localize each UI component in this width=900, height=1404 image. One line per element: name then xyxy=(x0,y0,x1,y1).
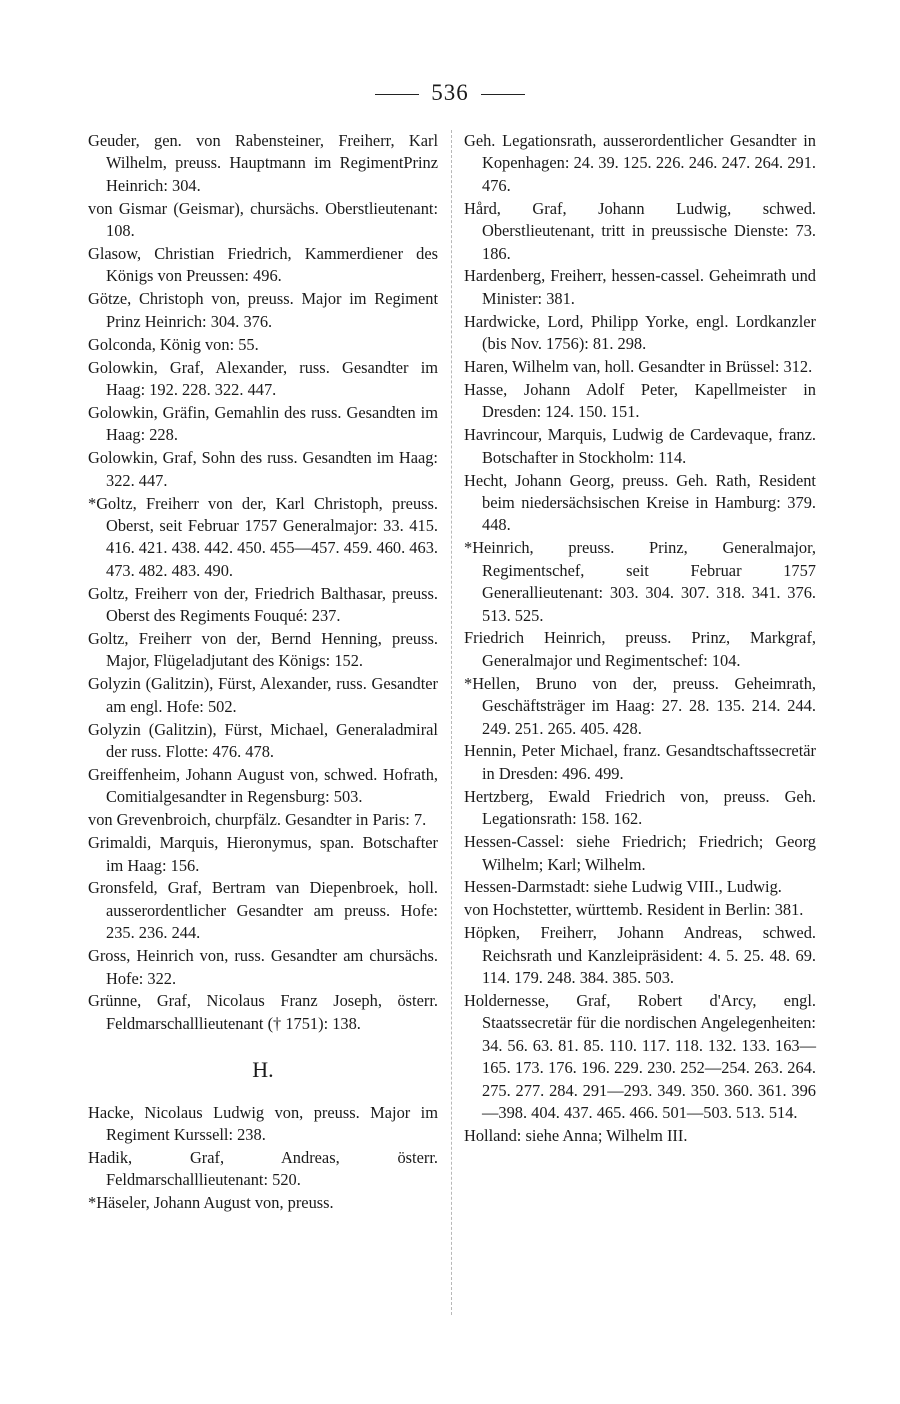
index-entry: *Goltz, Freiherr von der, Karl Christoph, preuss. Oberst, seit Februar 1757 Generalmajor: 33. 415. 416. 421. 438. 442. 450. 455—457. 459. 460. 463. 473. 482. 483. 490. xyxy=(88,493,438,580)
header-dash-right xyxy=(481,94,525,95)
index-entry: Hadik, Graf, Andreas, österr. Feldmarschalllieutenant: 520. xyxy=(88,1147,438,1190)
index-entry: Hård, Graf, Johann Ludwig, schwed. Oberstlieutenant, tritt in preussische Dienste: 73. 186. xyxy=(464,198,816,263)
index-entry: Golconda, König von: 55. xyxy=(88,334,259,354)
index-entry: Gross, Heinrich von, russ. Gesandter am chursächs. Hofe: 322. xyxy=(88,946,438,988)
page-number: 536 xyxy=(431,80,469,105)
index-entry: *Hellen, Bruno von der, preuss. Geheimrath, Geschäftsträger im Haag: 27. 28. 135. 214. 244. 249. 251. 265. 405. 428. xyxy=(464,673,816,738)
index-entry: Hessen-Cassel: siehe Friedrich; Friedrich; Georg Wilhelm; Karl; Wilhelm. xyxy=(464,832,816,874)
index-entry: von Hochstetter, württemb. Resident in Berlin: 381. xyxy=(464,900,804,920)
index-entry: Havrincour, Marquis, Ludwig de Cardevaque, franz. Botschafter in Stockholm: 114. xyxy=(464,425,816,467)
index-entry: Golyzin (Galitzin), Fürst, Alexander, russ. Gesandter am engl. Hofe: 502. xyxy=(88,674,438,716)
index-entry: von Gismar (Geismar), chursächs. Oberstlieutenant: 108. xyxy=(88,198,438,241)
entries-right xyxy=(464,130,816,1147)
index-entry: Grünne, Graf, Nicolaus Franz Joseph, österr. Feldmarschalllieutenant († 1751): 138. xyxy=(88,991,438,1033)
right-column xyxy=(464,130,816,1148)
index-entry: Hessen-Darmstadt: siehe Ludwig VIII., Ludwig. xyxy=(464,877,782,897)
index-entry: Glasow, Christian Friedrich, Kammerdiener des Königs von Preussen: 496. xyxy=(88,244,438,286)
index-entry: Hennin, Peter Michael, franz. Gesandtschaftssecretär in Dresden: 496. 499. xyxy=(464,741,816,783)
index-entry: Goltz, Freiherr von der, Bernd Henning, preuss. Major, Flügeladjutant des Königs: 152. xyxy=(88,628,438,671)
index-entry: Golowkin, Gräfin, Gemahlin des russ. Gesandten im Haag: 228. xyxy=(88,402,438,445)
left-column xyxy=(88,130,438,1215)
index-entry: Holdernesse, Graf, Robert d'Arcy, engl. Staatssecretär für die nordischen Angelegenheiten: 34. 56. 63. 81. 85. 110. 117. 118. 132. 133. 163—165. 173. 176. 196. 229. 230. 252—254. 263. 264. 275. 277. 284. 291—293. 349. 350. 360. 361. 396—398. 404. 437. 465. 466. 501—503. 513. 514. xyxy=(464,990,816,1122)
index-entry: Gronsfeld, Graf, Bertram van Diepenbroek, holl. ausserordentlicher Gesandter am preuss. Hofe: 235. 236. 244. xyxy=(88,878,438,943)
index-entry: Höpken, Freiherr, Johann Andreas, schwed. Reichsrath und Kanzleipräsident: 4. 5. 25. 48. 69. 114. 179. 248. 384. 385. 503. xyxy=(464,923,816,988)
column-divider xyxy=(451,130,452,1315)
index-entry: Götze, Christoph von, preuss. Major im Regiment Prinz Heinrich: 304. 376. xyxy=(88,289,438,331)
header-dash-left xyxy=(375,94,419,95)
index-entry: *Heinrich, preuss. Prinz, Generalmajor, Regimentschef, seit Februar 1757 Generallieutenant: 303. 304. 307. 318. 341. 376. 513. 525. xyxy=(464,538,816,625)
entries-g xyxy=(88,130,438,1035)
index-entry: Golowkin, Graf, Sohn des russ. Gesandten im Haag: 322. 447. xyxy=(88,448,438,490)
index-entry: Holland: siehe Anna; Wilhelm III. xyxy=(464,1125,688,1145)
index-entry: Geuder, gen. von Rabensteiner, Freiherr, Karl Wilhelm, preuss. Hauptmann im RegimentPrinz Heinrich: 304. xyxy=(88,131,438,195)
index-entry: Haren, Wilhelm van, holl. Gesandter in Brüssel: 312. xyxy=(464,357,813,377)
index-entry: Hecht, Johann Georg, preuss. Geh. Rath, Resident beim niedersächsischen Kreise in Hamburg: 379. 448. xyxy=(464,470,816,535)
index-entry: Golyzin (Galitzin), Fürst, Michael, Generaladmiral der russ. Flotte: 476. 478. xyxy=(88,719,438,761)
page-header xyxy=(0,80,900,106)
index-entry: *Häseler, Johann August von, preuss. xyxy=(88,1193,334,1213)
index-entry: Grimaldi, Marquis, Hieronymus, span. Botschafter im Haag: 156. xyxy=(88,833,438,875)
index-entry: Hertzberg, Ewald Friedrich von, preuss. Geh. Legationsrath: 158. 162. xyxy=(464,786,816,829)
index-entry: Friedrich Heinrich, preuss. Prinz, Markgraf, Generalmajor und Regimentschef: 104. xyxy=(464,628,816,670)
index-entry: Hardwicke, Lord, Philipp Yorke, engl. Lordkanzler (bis Nov. 1756): 81. 298. xyxy=(464,311,816,354)
index-entry: Hacke, Nicolaus Ludwig von, preuss. Major im Regiment Kurssell: 238. xyxy=(88,1102,438,1145)
index-entry: Golowkin, Graf, Alexander, russ. Gesandter im Haag: 192. 228. 322. 447. xyxy=(88,357,438,399)
index-entry: Greiffenheim, Johann August von, schwed. Hofrath, Comitialgesandter in Regensburg: 503. xyxy=(88,764,438,807)
index-entry: Hasse, Johann Adolf Peter, Kapellmeister in Dresden: 124. 150. 151. xyxy=(464,379,816,422)
index-entry: Hardenberg, Freiherr, hessen-cassel. Geheimrath und Minister: 381. xyxy=(464,266,816,308)
index-entry: Goltz, Freiherr von der, Friedrich Balthasar, preuss. Oberst des Regiments Fouqué: 237. xyxy=(88,583,438,626)
index-entry: von Grevenbroich, churpfälz. Gesandter in Paris: 7. xyxy=(88,810,427,830)
index-entry: Geh. Legationsrath, ausserordentlicher Gesandter in Kopenhagen: 24. 39. 125. 226. 246. 247. 264. 291. 476. xyxy=(464,131,816,195)
entries-h xyxy=(88,1102,438,1215)
section-heading-h: H. xyxy=(252,1057,274,1083)
